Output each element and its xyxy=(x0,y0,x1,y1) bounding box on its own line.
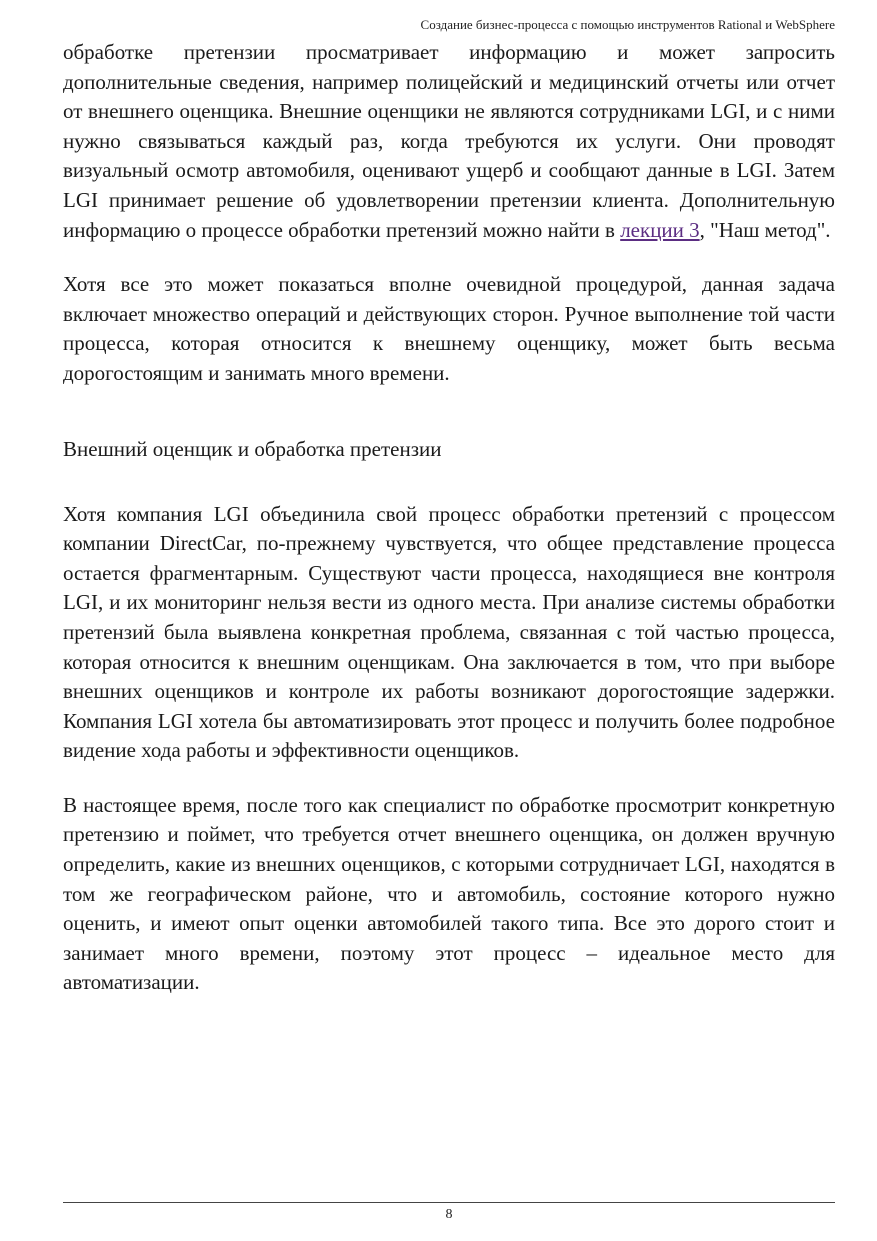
paragraph-1-text-after-link: , "Наш метод". xyxy=(699,217,831,242)
footer-divider xyxy=(63,1202,835,1203)
paragraph-2: Хотя все это может показаться вполне очевидной процедурой, данная задача включает множество операций и действующих сторон. Ручное выполнение той части процесса, которая относится к внешнему оценщику, может быть весьма дорогостоящим и занимать много времени. xyxy=(63,272,835,385)
paragraph-1-text-before-link: обработке претензии просматривает информацию и может запросить дополнительные сведения, например полицейский и медицинский отчеты или отчет от внешнего оценщика. Внешние оценщики не являются сотрудниками LGI, и с ними нужно связываться каждый раз, когда требуются их услуги. Они проводят визуальный осмотр автомобиля, оценивают ущерб и сообщают данные в LGI. Затем LGI принимает решение об удовлетворении претензии клиента. Дополнительную информацию о процессе обработки претензий можно найти в xyxy=(63,40,835,242)
page-content xyxy=(63,38,835,998)
page-number: 8 xyxy=(445,1207,453,1222)
section-title: Внешний оценщик и обработка претензии xyxy=(63,436,442,461)
paragraph-3: Хотя компания LGI объединила свой процесс обработки претензий с процессом компании DirectCar, по-прежнему чувствуется, что общее представление процесса остается фрагментарным. Существуют части процесса, находящиеся вне контроля LGI, и их мониторинг нельзя вести из одного места. При анализе системы обработки претензий была выявлена конкретная проблема, связанная с той частью процесса, которая относится к внешним оценщикам. Она заключается в том, что при выборе внешних оценщиков и контроле их работы возникают дорогостоящие задержки. Компания LGI хотела бы автоматизировать этот процесс и получить более подробное видение хода работы и эффективности оценщиков. xyxy=(63,501,835,763)
lecture-3-link[interactable]: лекции 3 xyxy=(620,217,700,242)
paragraph-1 xyxy=(63,38,835,245)
paragraph-4: В настоящее время, после того как специалист по обработке просмотрит конкретную претензию и поймет, что требуется отчет внешнего оценщика, он должен вручную определить, какие из внешних оценщиков, с которыми сотрудничает LGI, находятся в том же географическом районе, что и автомобиль, состояние которого нужно оценить, и имеют опыт оценки автомобилей такого типа. Все это дорого стоит и занимает много времени, поэтому этот процесс – идеальное место для автоматизации. xyxy=(63,792,835,995)
running-header: Создание бизнес-процесса с помощью инструментов Rational и WebSphere xyxy=(420,17,835,32)
